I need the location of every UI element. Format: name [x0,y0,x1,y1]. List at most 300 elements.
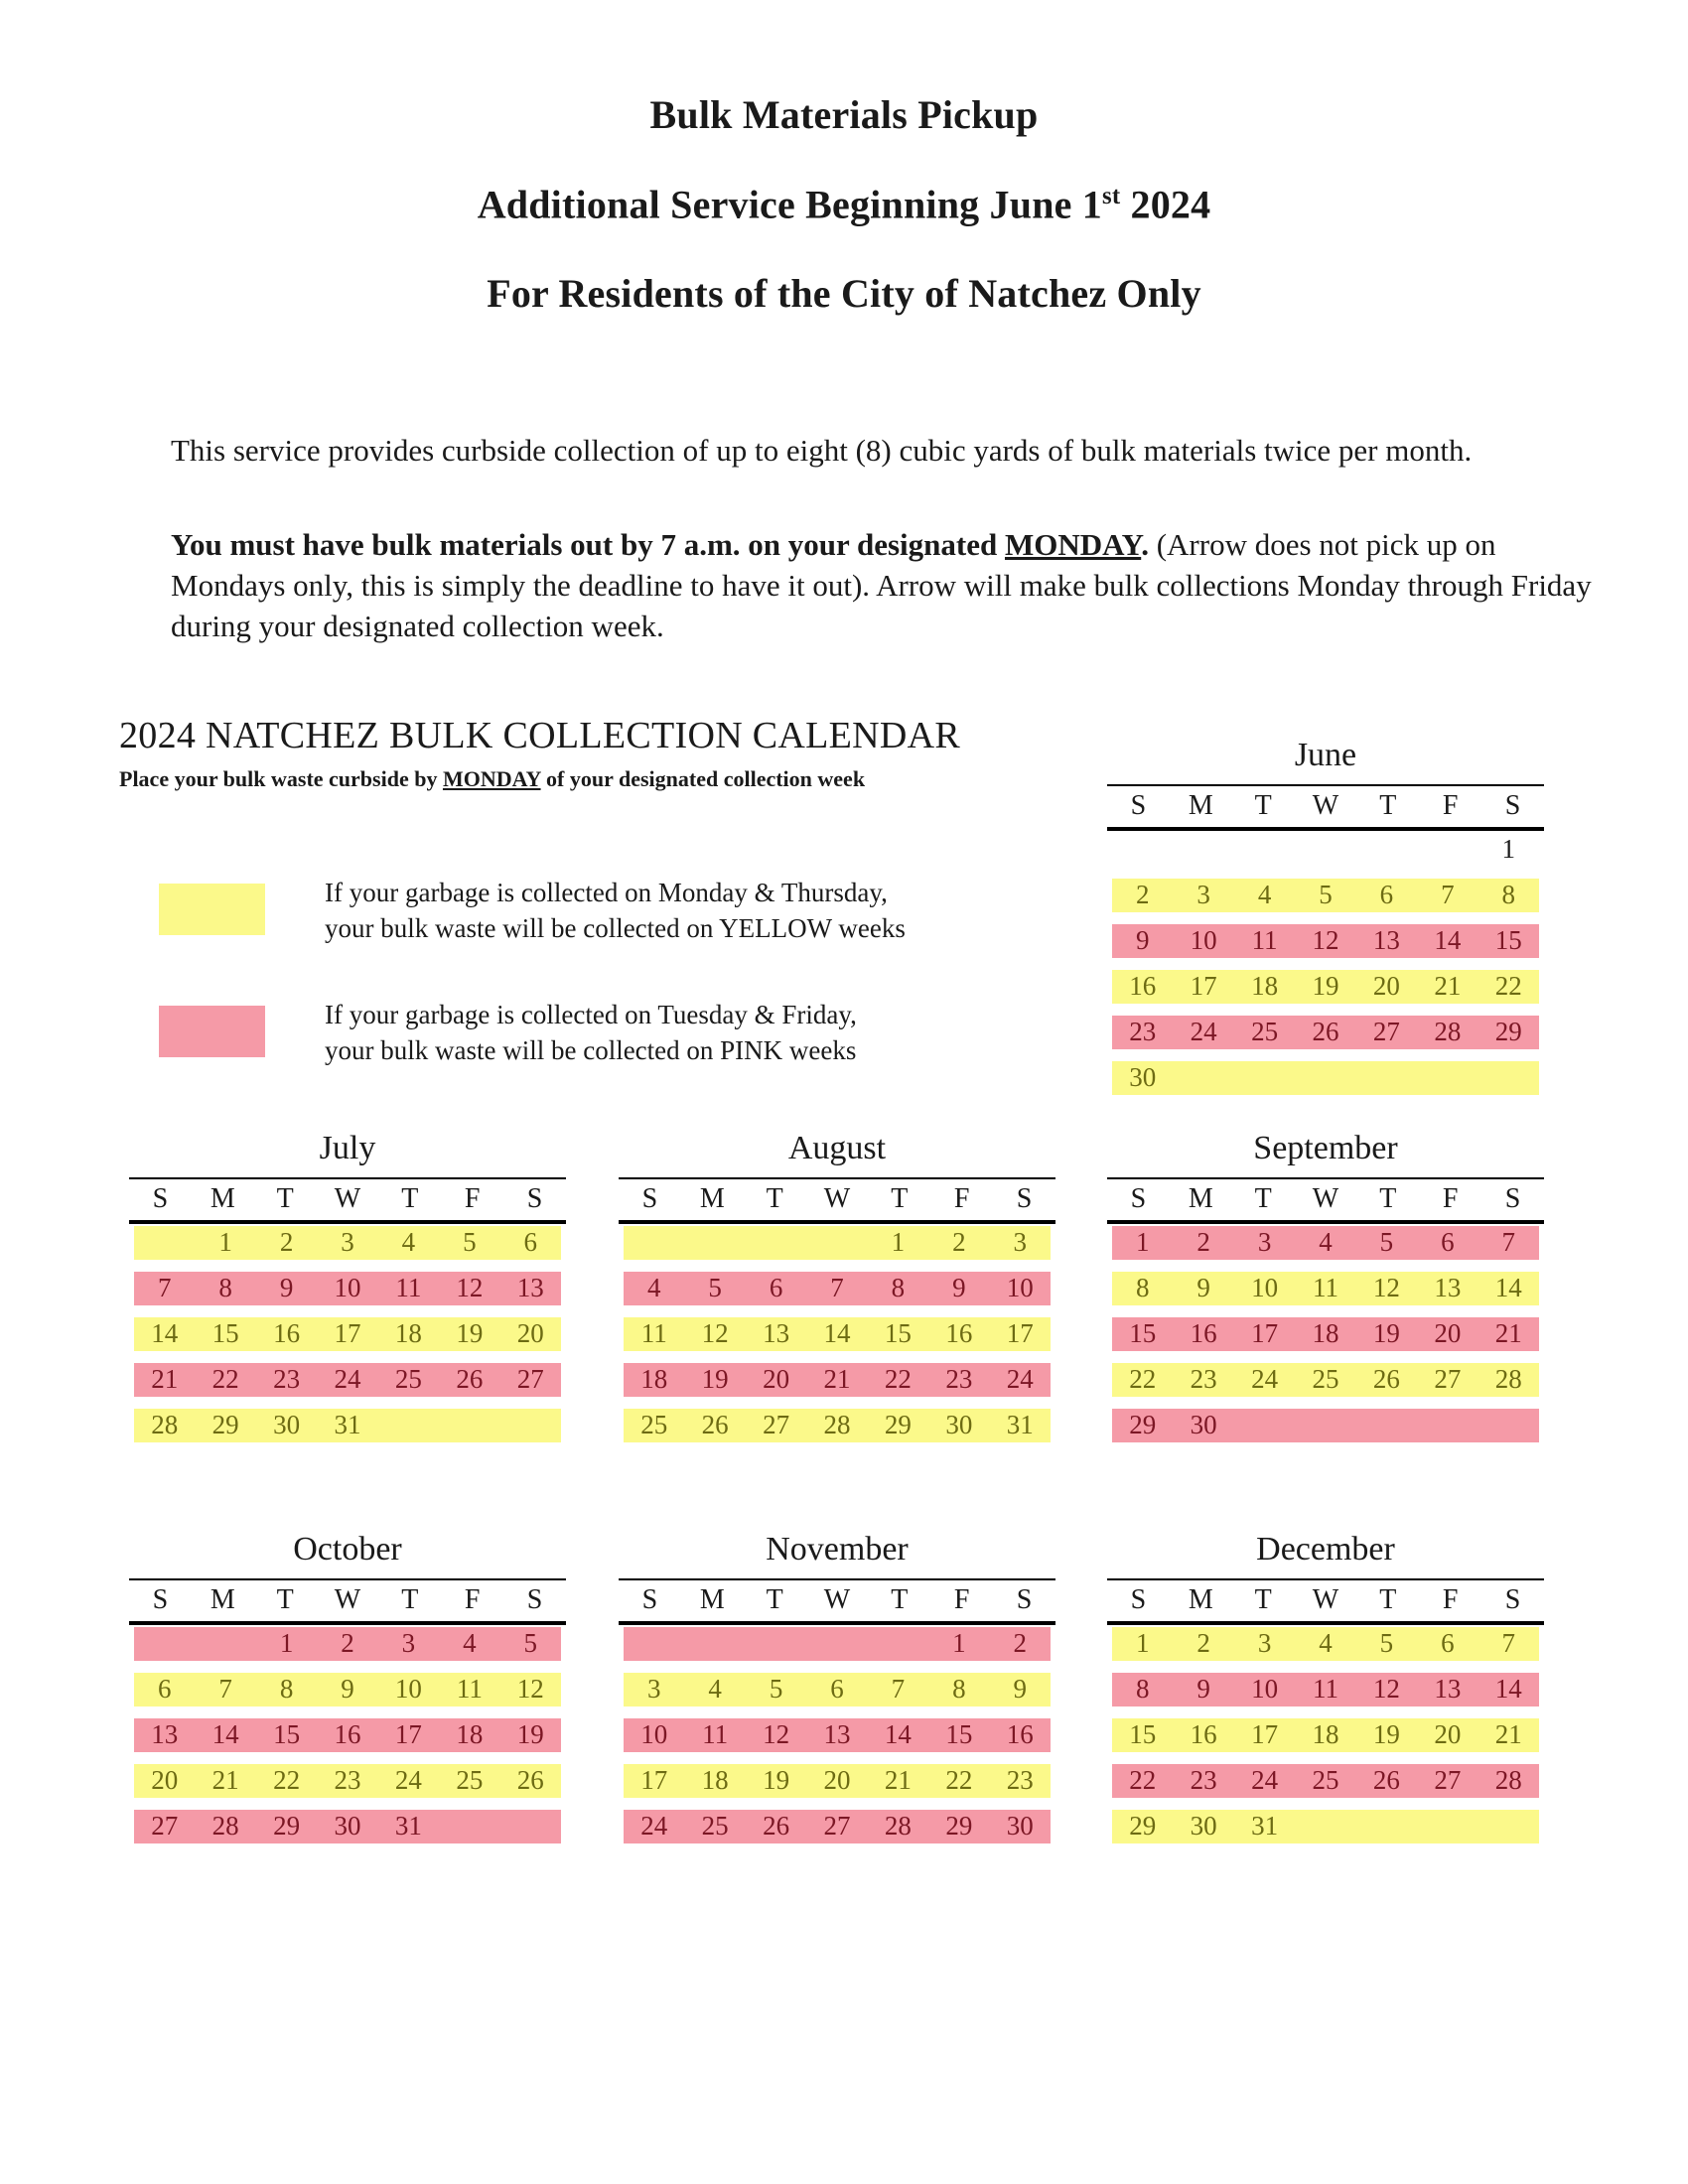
day-cell: 2 [1196,1227,1210,1258]
day-cell: 9 [952,1273,966,1303]
day-cell: 8 [279,1674,294,1705]
legend-text-pink [325,998,857,1069]
day-cell: 27 [763,1410,790,1440]
dow-cell-2: T [276,1182,294,1214]
day-cell: 2 [341,1628,354,1659]
day-cell: 1 [279,1628,294,1659]
day-cell: 2 [1013,1628,1028,1659]
day-cell: 19 [1312,971,1339,1002]
day-cell: 29 [1494,1017,1522,1047]
day-cell: 28 [1494,1364,1522,1395]
week-row-yellow [624,1764,1051,1798]
day-cell: 27 [823,1811,851,1842]
day-cell: 9 [341,1674,354,1705]
week-row-pink [134,1272,561,1305]
day-cell: 31 [394,1811,422,1842]
dow-cell-4: T [401,1583,419,1615]
week-row-yellow [624,1409,1051,1442]
dow-cell-0: S [1130,1583,1147,1615]
day-cell: 5 [1379,1628,1394,1659]
dow-cell-4: T [891,1583,909,1615]
day-cell: 28 [1434,1017,1462,1047]
day-cell: 2 [279,1227,294,1258]
deadline-rest-text: (Arrow does not pick up on Mondays only, this is simply the deadline to have it out). Arrow will make bulk collections Monday through Friday during your designated collection week. [171,527,1592,644]
dow-cell-1: M [1188,1182,1213,1214]
calendar-title: 2024 NATCHEZ BULK COLLECTION CALENDAR [119,714,961,756]
day-cell: 30 [273,1410,301,1440]
day-cell: 21 [884,1765,912,1796]
week-row-yellow [134,1317,561,1351]
day-of-week-header [129,1578,566,1625]
day-cell: 22 [1129,1765,1157,1796]
month-name: November [766,1530,909,1568]
day-cell: 17 [640,1765,668,1796]
legend-row-yellow [159,876,1053,947]
week-row-pink [624,1718,1051,1752]
day-cell: 19 [516,1719,544,1750]
title-line-1: Bulk Materials Pickup [649,92,1039,137]
intro-paragraph-1: This service provides curbside collection of up to eight (8) cubic yards of bulk materials twice per month. [171,433,1473,469]
day-cell: 6 [523,1227,538,1258]
dow-cell-2: T [1254,789,1272,821]
month-name: September [1253,1129,1398,1166]
month-name: June [1294,736,1357,773]
day-cell: 10 [1190,925,1217,956]
day-cell: 21 [823,1364,851,1395]
dow-cell-5: F [1442,1583,1459,1615]
day-cell: 10 [640,1719,668,1750]
title-line-2-ordinal: st [1102,183,1121,209]
dow-cell-2: T [766,1583,783,1615]
day-cell: 24 [1251,1765,1279,1796]
color-legend [159,876,1053,1122]
day-cell: 8 [891,1273,906,1303]
day-cell: 5 [1379,1227,1394,1258]
month-july [129,1129,566,1454]
day-cell: 21 [1434,971,1462,1002]
day-cell: 24 [334,1364,361,1395]
day-cell: 28 [1494,1765,1522,1796]
day-cell: 12 [1372,1273,1400,1303]
week-rows [1107,1627,1544,1843]
day-cell: 20 [1434,1719,1462,1750]
dow-cell-5: F [464,1583,481,1615]
day-cell: 11 [1251,925,1278,956]
legend-yellow-line-2: your bulk waste will be collected on YELLOW weeks [325,912,906,943]
day-cell: 29 [945,1811,973,1842]
day-cell: 24 [394,1765,422,1796]
day-cell: 28 [211,1811,239,1842]
day-of-week-header [1107,784,1544,831]
day-cell: 4 [1319,1227,1333,1258]
day-cell: 5 [523,1628,538,1659]
day-cell: 20 [823,1765,851,1796]
legend-pink-line-1: If your garbage is collected on Tuesday & Friday, [325,1000,857,1030]
day-cell: 15 [211,1318,239,1349]
day-cell: 3 [1013,1227,1028,1258]
dow-cell-6: S [526,1182,543,1214]
day-cell: 23 [1190,1364,1217,1395]
day-cell: 27 [1372,1017,1400,1047]
day-of-week-header [619,1177,1055,1224]
day-cell: 3 [646,1674,661,1705]
day-cell: 9 [279,1273,294,1303]
month-november [619,1530,1055,1855]
week-row-yellow [1112,1627,1539,1661]
week-row-pink [134,1627,561,1661]
day-cell: 26 [701,1410,729,1440]
day-cell: 19 [456,1318,484,1349]
title-line-2 [0,182,1688,227]
day-cell: 17 [394,1719,422,1750]
day-cell: 24 [1006,1364,1034,1395]
day-cell: 27 [151,1811,179,1842]
day-cell: 4 [646,1273,661,1303]
day-cell: 7 [1501,1628,1516,1659]
day-cell: 14 [823,1318,851,1349]
day-of-week-header [619,1578,1055,1625]
week-row-pink [1112,1226,1539,1260]
calendar-section [0,714,1688,1842]
month-september [1107,1129,1544,1454]
day-cell: 12 [516,1674,544,1705]
month-august [619,1129,1055,1454]
dow-cell-0: S [152,1182,169,1214]
week-row-pink [624,1363,1051,1397]
week-rows [129,1627,566,1843]
day-cell: 15 [273,1719,301,1750]
dow-cell-6: S [1504,789,1521,821]
day-cell: 18 [394,1318,422,1349]
dow-cell-5: F [1442,1182,1459,1214]
day-cell: 16 [1190,1318,1217,1349]
day-cell: 23 [1006,1765,1034,1796]
dow-cell-3: W [1312,1182,1339,1214]
day-cell: 29 [273,1811,301,1842]
day-cell: 8 [1501,880,1516,910]
day-cell: 28 [823,1410,851,1440]
dow-cell-1: M [1188,1583,1213,1615]
day-cell: 25 [456,1765,484,1796]
day-cell: 10 [1251,1674,1279,1705]
week-row-pink [134,1363,561,1397]
day-cell: 11 [1312,1273,1338,1303]
day-cell: 29 [1129,1410,1157,1440]
day-cell: 13 [823,1719,851,1750]
day-cell: 14 [1494,1273,1522,1303]
day-cell: 20 [1434,1318,1462,1349]
day-cell: 22 [1494,971,1522,1002]
day-cell: 6 [830,1674,844,1705]
day-cell: 23 [334,1765,361,1796]
dow-cell-2: T [276,1583,294,1615]
day-cell: 29 [884,1410,912,1440]
document-header [0,0,1688,317]
title-line-2-main: Additional Service Beginning June 1 [477,182,1102,227]
day-cell: 16 [1129,971,1157,1002]
day-cell: 3 [1257,1227,1272,1258]
day-cell: 6 [157,1674,172,1705]
week-row-yellow [624,1317,1051,1351]
day-cell: 26 [516,1765,544,1796]
deadline-bold-text: You must have bulk materials out by 7 a.m. on your designated [171,527,1005,562]
week-rows [129,1226,566,1442]
week-row-pink [134,1718,561,1752]
dow-cell-4: T [401,1182,419,1214]
day-cell: 18 [1312,1719,1339,1750]
legend-swatch-pink [159,1006,265,1057]
month-october [129,1530,566,1855]
dow-cell-0: S [152,1583,169,1615]
month-name: July [319,1129,376,1166]
week-row-yellow [134,1409,561,1442]
month-december [1107,1530,1544,1855]
day-cell: 27 [1434,1364,1462,1395]
day-cell: 16 [273,1318,301,1349]
day-cell: 30 [1190,1811,1217,1842]
week-row-pink [1112,1764,1539,1798]
day-cell: 5 [708,1273,722,1303]
dow-cell-1: M [699,1583,725,1615]
day-cell: 2 [1135,880,1150,910]
day-cell: 26 [456,1364,484,1395]
day-cell: 27 [1434,1765,1462,1796]
day-cell: 10 [394,1674,422,1705]
day-cell: 21 [1494,1318,1522,1349]
week-row-yellow [624,1226,1051,1260]
day-cell: 25 [701,1811,729,1842]
day-cell: 31 [1251,1811,1279,1842]
week-rows [1107,833,1544,1095]
day-cell: 20 [1372,971,1400,1002]
day-cell: 19 [701,1364,729,1395]
day-cell: 8 [218,1273,232,1303]
dow-cell-0: S [641,1583,658,1615]
day-cell: 14 [1494,1674,1522,1705]
day-cell: 1 [952,1628,966,1659]
day-cell: 5 [1319,880,1333,910]
day-cell: 21 [151,1364,179,1395]
dow-cell-0: S [1130,789,1147,821]
day-cell: 7 [891,1674,906,1705]
day-cell: 4 [1257,880,1272,910]
day-cell: 22 [211,1364,239,1395]
dow-cell-6: S [1016,1583,1033,1615]
day-cell: 19 [1372,1318,1400,1349]
day-cell: 3 [1196,880,1210,910]
week-row-yellow [1112,1718,1539,1752]
title-line-3: For Residents of the City of Natchez Only [487,271,1201,317]
day-cell: 9 [1013,1674,1028,1705]
day-cell: 6 [1441,1227,1455,1258]
week-row-pink [624,1810,1051,1843]
day-cell: 18 [701,1765,729,1796]
day-cell: 17 [1251,1318,1279,1349]
dow-cell-6: S [1504,1583,1521,1615]
week-row-yellow [1112,970,1539,1004]
day-cell: 10 [1006,1273,1034,1303]
dow-cell-0: S [1130,1182,1147,1214]
week-row-pink [1112,1673,1539,1706]
calendar-subtitle-before: Place your bulk waste curbside by [119,765,443,791]
dow-cell-5: F [953,1583,970,1615]
week-row-yellow [1112,1272,1539,1305]
dow-cell-2: T [1254,1182,1272,1214]
day-cell: 7 [830,1273,844,1303]
day-cell: 31 [334,1410,361,1440]
day-cell: 17 [1251,1719,1279,1750]
legend-text-yellow [325,876,906,947]
day-cell: 22 [884,1364,912,1395]
legend-swatch-yellow [159,884,265,935]
day-cell: 15 [1129,1719,1157,1750]
dow-cell-3: W [334,1583,361,1615]
day-cell: 16 [1190,1719,1217,1750]
week-rows [1107,1226,1544,1442]
day-cell: 1 [1135,1628,1150,1659]
month-june [1107,736,1544,1107]
day-cell: 4 [401,1227,416,1258]
dow-cell-3: W [334,1182,361,1214]
dow-cell-3: W [823,1583,851,1615]
legend-row-pink [159,998,1053,1069]
day-cell: 26 [1312,1017,1339,1047]
day-cell: 11 [1312,1674,1338,1705]
dow-cell-5: F [953,1182,970,1214]
day-cell: 30 [1006,1811,1034,1842]
day-cell: 17 [1190,971,1217,1002]
day-cell: 9 [1196,1273,1210,1303]
legend-yellow-line-1: If your garbage is collected on Monday & Thursday, [325,877,888,907]
day-cell: 30 [1129,1062,1157,1093]
day-cell: 20 [516,1318,544,1349]
day-cell: 6 [769,1273,783,1303]
day-cell: 22 [945,1765,973,1796]
day-cell: 16 [1006,1719,1034,1750]
day-cell: 29 [1129,1811,1157,1842]
day-cell: 9 [1135,925,1150,956]
week-row-yellow [1112,1810,1539,1843]
day-cell: 24 [640,1811,668,1842]
day-cell: 4 [708,1674,722,1705]
intro-section [89,431,1599,646]
week-rows [619,1627,1055,1843]
day-cell: 2 [1196,1628,1210,1659]
day-cell: 12 [701,1318,729,1349]
day-cell: 18 [640,1364,668,1395]
day-cell: 1 [1135,1227,1150,1258]
day-cell: 25 [1312,1364,1339,1395]
day-cell: 24 [1251,1364,1279,1395]
day-cell: 30 [1190,1410,1217,1440]
day-cell: 4 [463,1628,477,1659]
day-cell: 1 [1501,834,1516,865]
month-name: August [787,1129,887,1166]
day-cell: 15 [945,1719,973,1750]
day-cell: 15 [884,1318,912,1349]
day-cell: 13 [1434,1273,1462,1303]
day-cell: 18 [1312,1318,1339,1349]
calendar-subtitle [119,766,1053,792]
dow-cell-6: S [1504,1182,1521,1214]
day-cell: 11 [456,1674,483,1705]
day-cell: 11 [395,1273,422,1303]
dow-cell-4: T [1379,1182,1397,1214]
day-cell: 11 [640,1318,667,1349]
day-cell: 26 [1372,1364,1400,1395]
day-cell: 29 [211,1410,239,1440]
dow-cell-3: W [1312,789,1339,821]
dow-cell-5: F [464,1182,481,1214]
day-cell: 13 [1434,1674,1462,1705]
legend-pink-line-2: your bulk waste will be collected on PINK weeks [325,1035,857,1066]
day-cell: 16 [334,1719,361,1750]
week-row-yellow [1112,879,1539,912]
day-cell: 23 [273,1364,301,1395]
day-cell: 8 [952,1674,966,1705]
dow-cell-2: T [1254,1583,1272,1615]
day-cell: 14 [884,1719,912,1750]
day-cell: 25 [1312,1765,1339,1796]
day-of-week-header [1107,1177,1544,1224]
week-row-pink [1112,1016,1539,1049]
week-row-pink [1112,1409,1539,1442]
day-cell: 21 [1494,1719,1522,1750]
day-cell: 23 [1129,1017,1157,1047]
week-row-yellow [134,1764,561,1798]
day-cell: 22 [273,1765,301,1796]
day-cell: 25 [394,1364,422,1395]
day-cell: 3 [401,1628,416,1659]
dow-cell-2: T [766,1182,783,1214]
dow-cell-3: W [823,1182,851,1214]
day-cell: 13 [1372,925,1400,956]
day-cell: 7 [1501,1227,1516,1258]
day-cell: 23 [945,1364,973,1395]
day-cell: 25 [640,1410,668,1440]
dow-cell-4: T [1379,1583,1397,1615]
dow-cell-6: S [526,1583,543,1615]
day-cell: 13 [516,1273,544,1303]
day-cell: 13 [763,1318,790,1349]
day-cell: 8 [1135,1674,1150,1705]
day-cell: 20 [151,1765,179,1796]
week-row-yellow [1112,1061,1539,1095]
day-cell: 30 [945,1410,973,1440]
day-cell: 21 [211,1765,239,1796]
day-cell: 8 [1135,1273,1150,1303]
week-row-none [1112,833,1539,867]
day-cell: 31 [1006,1410,1034,1440]
dow-cell-4: T [891,1182,909,1214]
day-cell: 19 [763,1765,790,1796]
week-row-pink [624,1272,1051,1305]
day-cell: 13 [151,1719,179,1750]
week-row-yellow [134,1673,561,1706]
dow-cell-6: S [1016,1182,1033,1214]
week-row-pink [624,1627,1051,1661]
day-cell: 3 [1257,1628,1272,1659]
day-cell: 10 [1251,1273,1279,1303]
week-rows [619,1226,1055,1442]
day-cell: 12 [1372,1674,1400,1705]
day-cell: 9 [1196,1674,1210,1705]
day-cell: 5 [463,1227,477,1258]
day-cell: 28 [884,1811,912,1842]
dow-cell-0: S [641,1182,658,1214]
day-cell: 20 [763,1364,790,1395]
day-cell: 28 [151,1410,179,1440]
